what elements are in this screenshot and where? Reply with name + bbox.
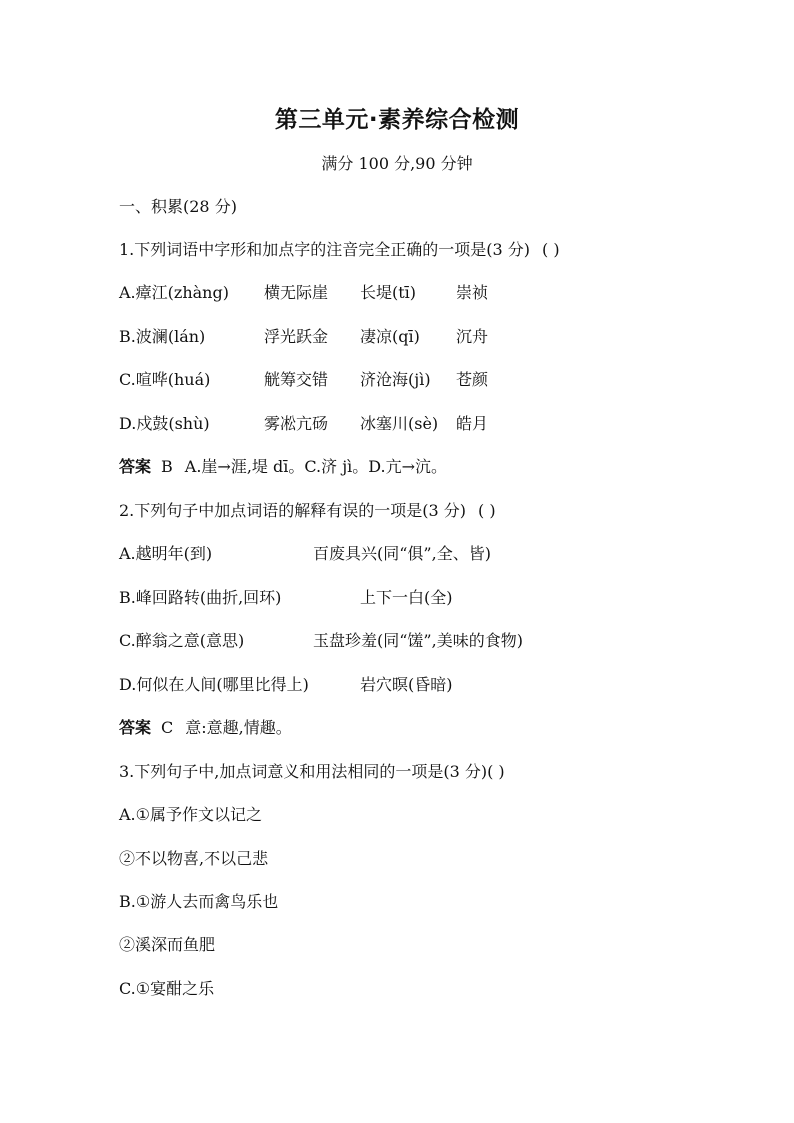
q2-option-a-left: A.越明年(到)	[119, 544, 213, 563]
q3-line-3: B.①游人去而禽鸟乐也	[119, 892, 279, 911]
q1-option-a-word3: 长堤(tī)	[360, 283, 417, 302]
q1-option-d-word1: D.戍鼓(shù)	[119, 414, 210, 433]
q2-option-b-left: B.峰回路转(曲折,回环)	[119, 588, 282, 607]
q1-option-c-word2: 觥筹交错	[264, 370, 329, 389]
q2-option-c-left: C.醉翁之意(意思)	[119, 631, 245, 650]
q1-option-d-word3: 冰塞川(sè)	[360, 414, 439, 433]
q2-option-a-right: 百废具兴(同“俱”,全、皆)	[313, 544, 491, 563]
answer-explanation: 意:意趣,情趣。	[185, 718, 292, 737]
q3-line-2: ②不以物喜,不以己悲	[119, 849, 269, 868]
question-3-stem: 3.下列句子中,加点词意义和用法相同的一项是(3 分)( )	[119, 762, 505, 781]
q2-option-b-right: 上下一白(全)	[360, 588, 453, 607]
q1-option-b-word2: 浮光跃金	[264, 327, 329, 346]
answer-blank: ( )	[478, 501, 496, 520]
q1-option-b-word4: 沉舟	[456, 327, 489, 346]
q2-option-c-right: 玉盘珍羞(同“馐”,美味的食物)	[313, 631, 523, 650]
q1-answer	[119, 456, 447, 478]
q1-option-b-word1: B.波澜(lán)	[119, 327, 206, 346]
answer-explanation: A.崖→涯,堤 dī。C.济 jì。D.亢→沆。	[184, 457, 448, 476]
page-title: 第三单元·素养综合检测	[274, 107, 520, 133]
section-heading: 一、积累(28 分)	[119, 197, 237, 216]
question-2-stem-text: 2.下列句子中加点词语的解释有误的一项是(3 分)	[119, 501, 467, 520]
answer-letter: B	[161, 457, 173, 476]
q1-option-d-word2: 雾凇亢砀	[264, 414, 329, 433]
question-2-stem	[119, 500, 496, 522]
q1-option-b-word3: 凄凉(qī)	[360, 327, 420, 346]
question-1-stem-text: 1.下列词语中字形和加点字的注音完全正确的一项是(3 分)	[119, 240, 531, 259]
q3-line-4: ②溪深而鱼肥	[119, 935, 216, 954]
q1-option-a-word1: A.瘴江(zhàng)	[119, 283, 229, 302]
q1-option-c-word1: C.喧哗(huá)	[119, 370, 211, 389]
page-subtitle: 满分 100 分,90 分钟	[321, 154, 473, 173]
answer-letter: C	[161, 718, 174, 737]
answer-label: 答案	[119, 457, 152, 476]
q2-option-d-right: 岩穴暝(昏暗)	[360, 675, 453, 694]
q1-option-d-word4: 皓月	[456, 414, 489, 433]
q1-option-a-word4: 崇祯	[456, 283, 489, 302]
q2-option-d-left: D.何似在人间(哪里比得上)	[119, 675, 309, 694]
question-1-stem	[119, 239, 560, 261]
q1-option-c-word3: 济沧海(jì)	[360, 370, 431, 389]
q3-line-1: A.①属予作文以记之	[119, 805, 262, 824]
q2-answer	[119, 717, 292, 739]
q1-option-c-word4: 苍颜	[456, 370, 489, 389]
answer-blank: ( )	[542, 240, 560, 259]
q1-option-a-word2: 横无际崖	[264, 283, 329, 302]
answer-label: 答案	[119, 718, 152, 737]
q3-line-5: C.①宴酣之乐	[119, 979, 215, 998]
